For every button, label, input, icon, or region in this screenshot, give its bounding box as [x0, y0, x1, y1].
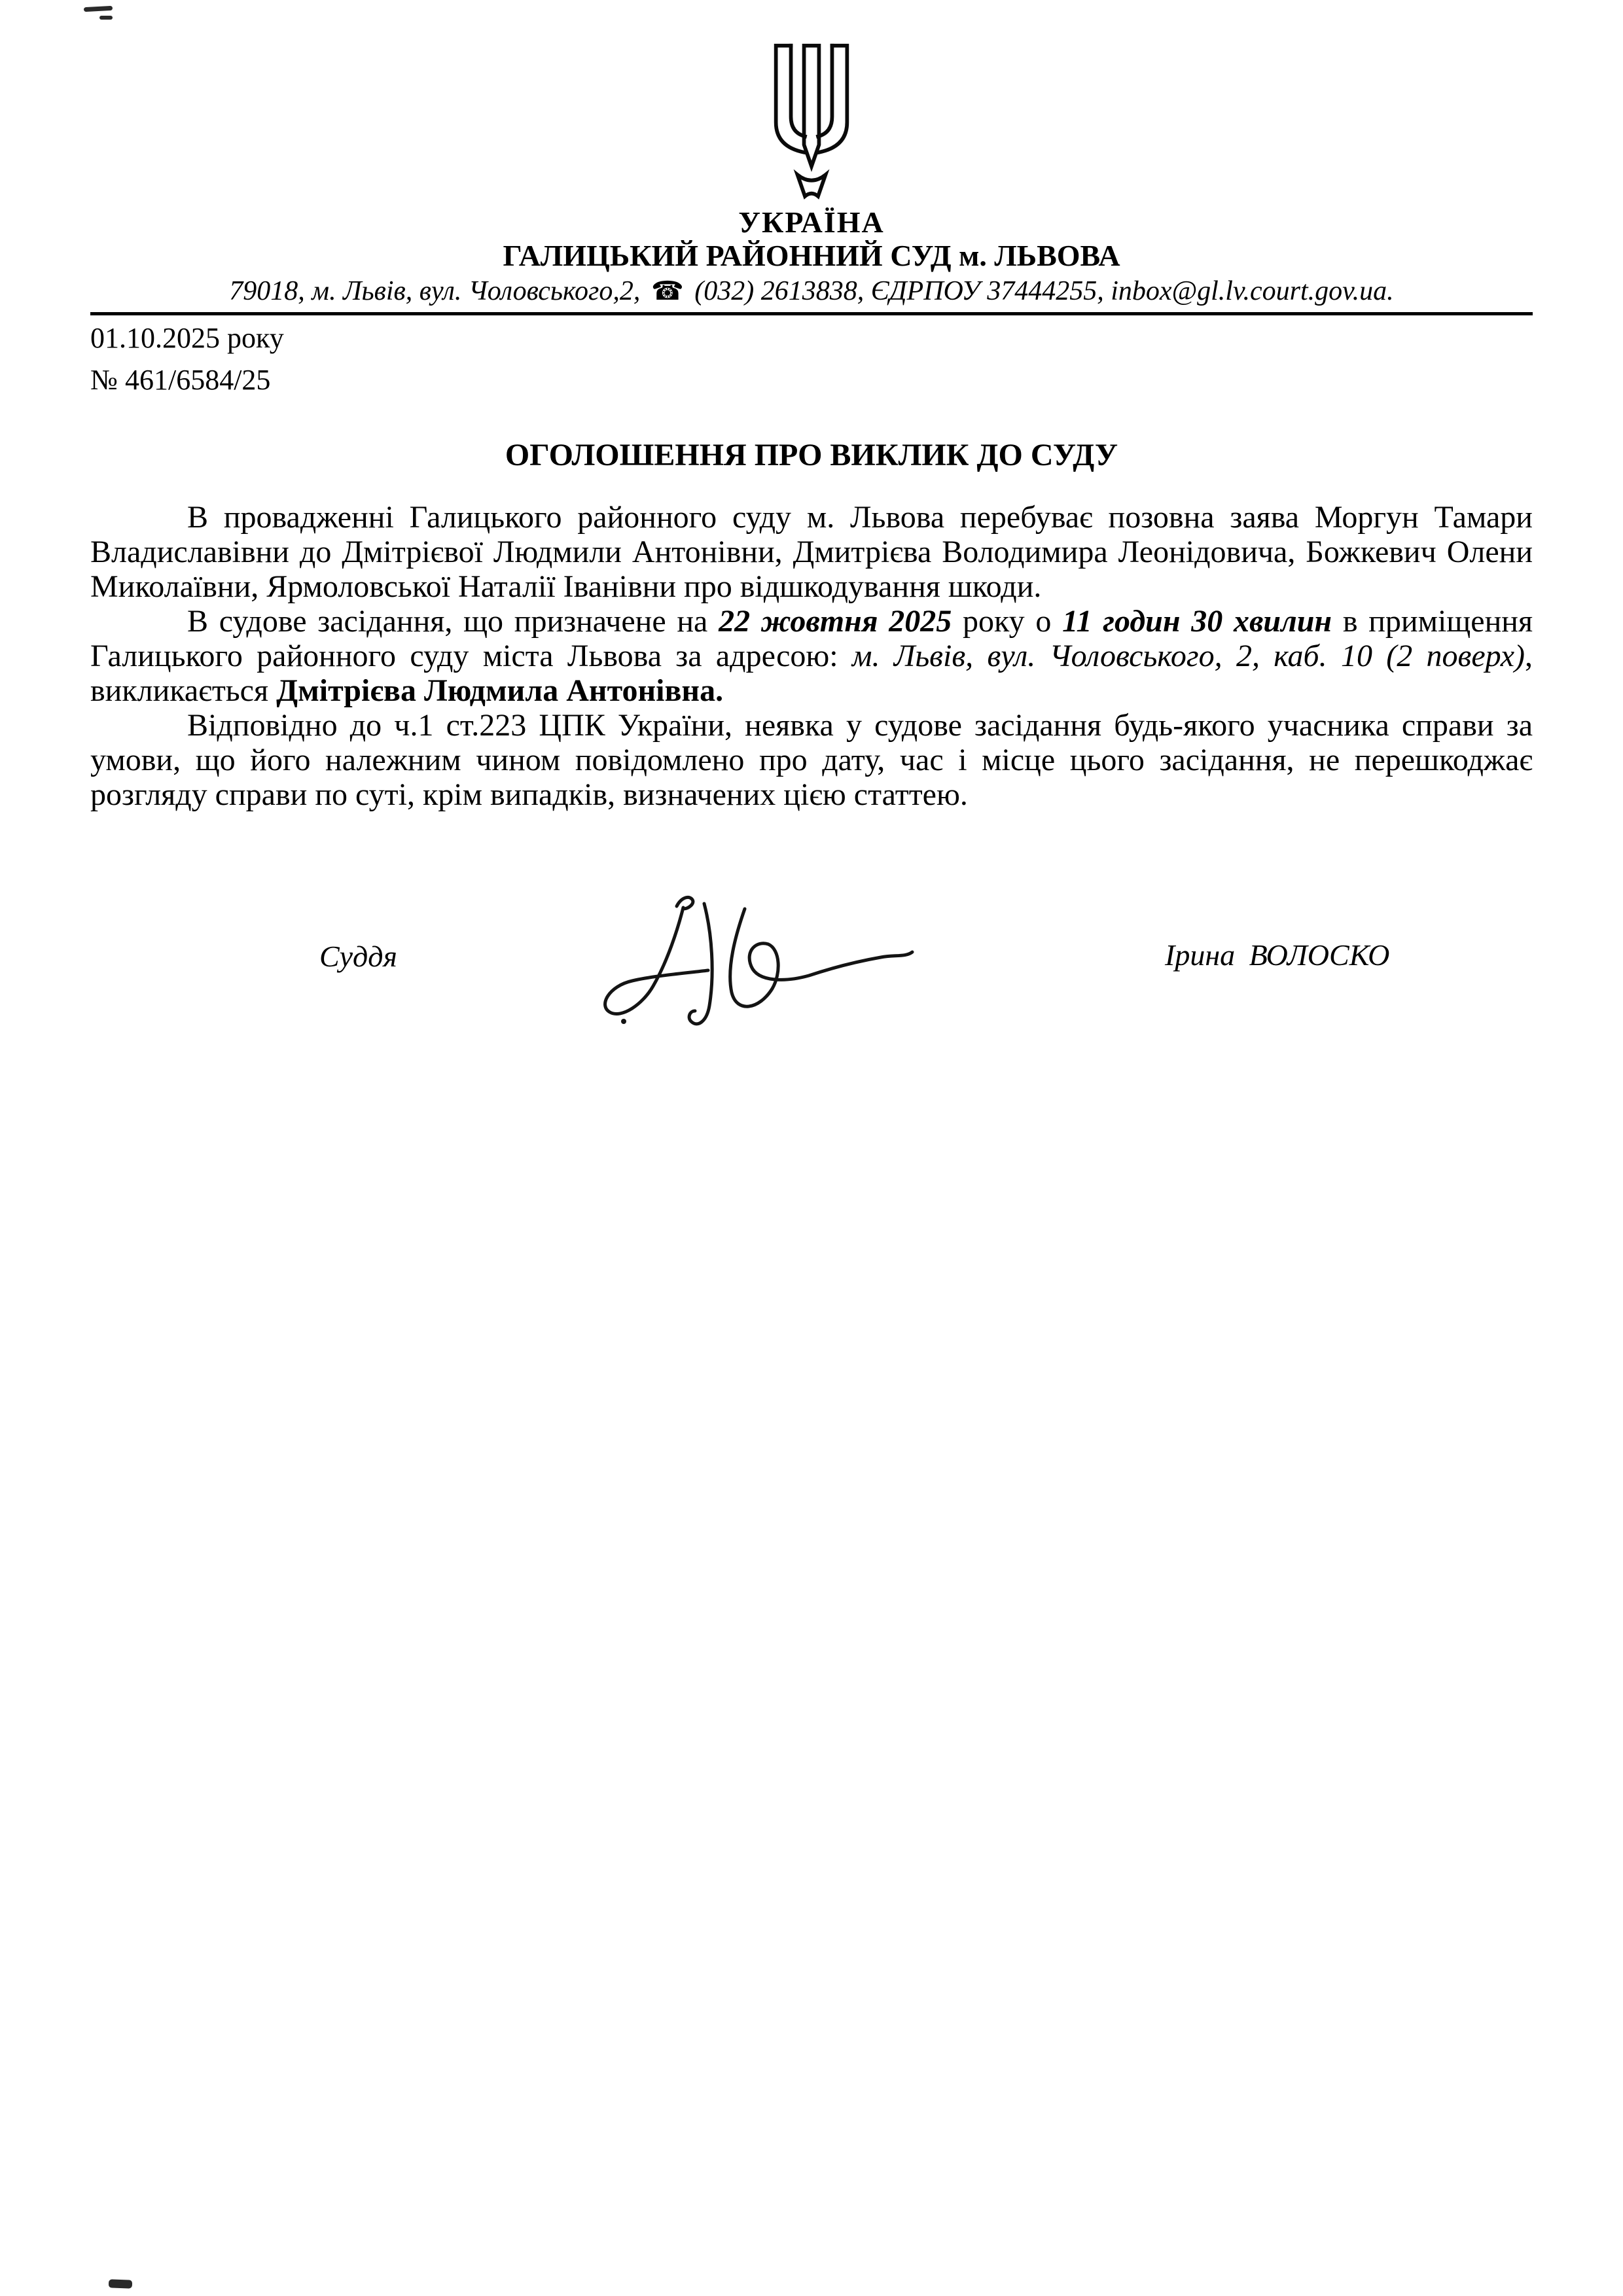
p2-text: в приміщення Галицького районного суду міста Львова за адресою: [90, 604, 1533, 673]
hearing-address: м. Львів, вул. Чоловського, 2, каб. 10 (2 поверх) [851, 639, 1525, 673]
signer-role: Суддя [319, 940, 397, 973]
court-name: ГАЛИЦЬКИЙ РАЙОННИЙ СУД м. ЛЬВОВА [503, 239, 1120, 272]
paragraph-3: Відповідно до ч.1 ст.223 ЦПК України, неявка у судове засідання будь-якого учасника справи за умови, що його належним чином повідомлено про дату, час і місце цього засідання, не перешкоджає розгляду справи по суті, крім випадків, визначених цією статтею. [90, 708, 1533, 812]
hearing-date: 22 жовтня 2025 [719, 604, 952, 639]
ukraine-trident-emblem [755, 42, 868, 203]
document-date: 01.10.2025 року [90, 322, 284, 354]
address-part2: (032) 2613838, ЄДРПОУ 37444255, inbox@gl.lv.court.gov.ua. [694, 276, 1394, 306]
judge-name: Ірина ВОЛОСКО [1165, 938, 1390, 972]
phone-icon: ☎ [651, 276, 684, 306]
document-title: ОГОЛОШЕННЯ ПРО ВИКЛИК ДО СУДУ [505, 438, 1118, 472]
p2-text: , викликається [90, 639, 1533, 708]
header-divider [90, 312, 1533, 315]
court-address-line [90, 275, 1533, 307]
handwritten-signature [548, 889, 921, 1040]
scan-artifact [99, 16, 113, 20]
address-part1: 79018, м. Львів, вул. Чоловського,2, [229, 276, 641, 306]
paragraph-1: В провадженні Галицького районного суду м. Львова перебуває позовна заява Моргун Тамари Владиславівни до Дмітрієвої Людмили Антонівни, Дмитрієва Володимира Леонідовича, Божкевич Олени Миколаївни, Ярмоловської Наталії Іванівни про відшкодування шкоди. [90, 500, 1533, 604]
scan-artifact [109, 2279, 132, 2288]
case-number: № 461/6584/25 [90, 364, 271, 396]
p2-text: В судове засідання, що призначене на [187, 604, 719, 639]
summoned-person-name: Дмітрієва Людмила Антонівна. [276, 673, 724, 708]
document-header [90, 42, 1533, 315]
document-body [90, 500, 1533, 812]
hearing-time: 11 годин 30 хвилин [1062, 604, 1332, 639]
paragraph-2 [90, 604, 1533, 708]
country-name: УКРАЇНА [738, 205, 885, 239]
signature-block [90, 896, 1533, 1092]
p2-text: року о [952, 604, 1063, 639]
document-meta [90, 322, 1533, 397]
